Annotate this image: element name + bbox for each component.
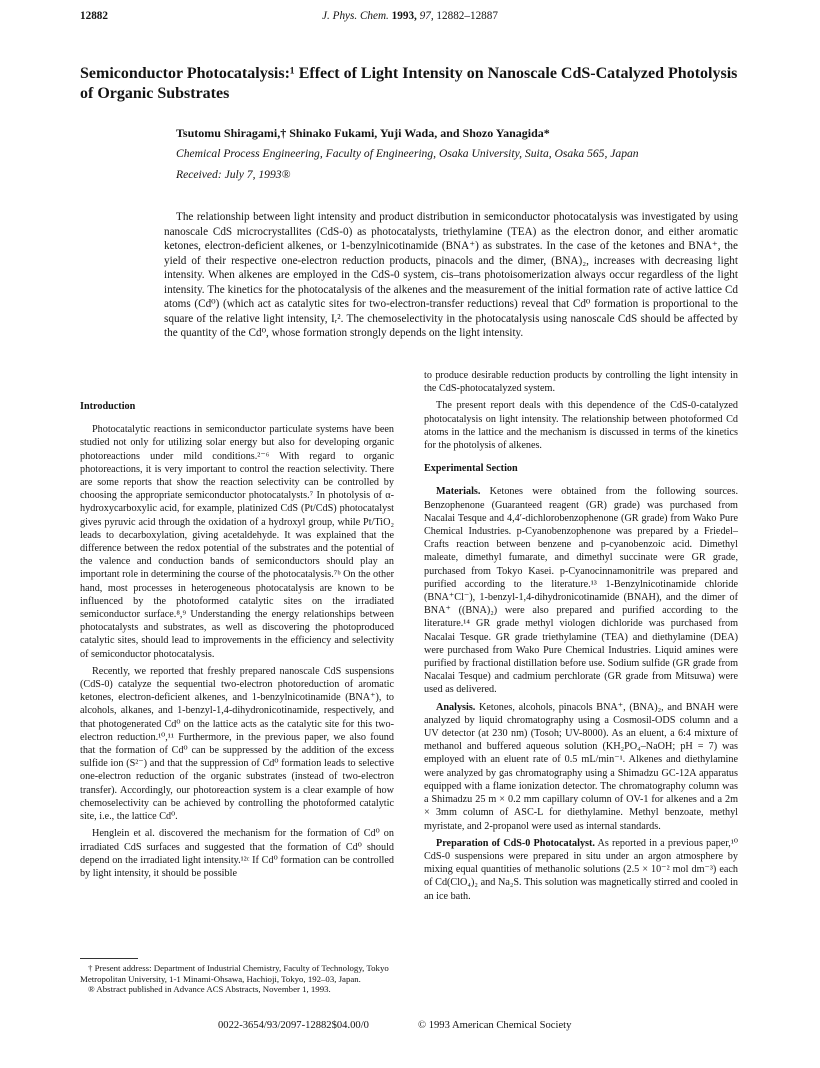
- analysis-text: Ketones, alcohols, pinacols BNA⁺, (BNA)₂, and BNAH were analyzed by liquid chromatography using a Cosmosil-ODS column and a UV detector (at 230 nm) (Tosoh; UV-8000). As an eluent, a 6:4 mixture of methanol and buffered aqueous solution (KH₂PO₄–NaOH; pH = 7) was employed with an eluent rate of 0.5 mL/min⁻¹. Alkenes and diethylamine were analyzed by gas chromatography using a Shimadzu GC-12A apparatus equipped with a flame ionization detector. The chromatography column was a Shimadzu 25 m × 0.2 mm capillary column of OV-1 for alkenes and a 2m × 3mm column of ASC-L for diethylamine. Methyl benzoate, methyl myristate, and 2-propanol were used as internal standards.: [424, 701, 739, 832]
- page-number: 12882: [80, 10, 108, 22]
- footnote-present-address: † Present address: Department of Industrial Chemistry, Faculty of Technology, Tokyo Metropolitan University, 1-1 Minami-Ohsawa, Hachioji, Tokyo, 192–03, Japan.: [80, 963, 389, 984]
- materials-text: Ketones were obtained from the following sources. Benzophenone (Guaranteed reagent (GR) grade) was purchased from Nacalai Tesque and 4,4′-dichlorobenzophenone (GR grade) from Wako Pure Chemical Industries. p-Cyanobenzophenone was prepared by a Friedel–Crafts reaction between benzene and p-cyanobenzoic acid. Dimethyl maleate, dimethyl fumarate, and dimethyl succinate were GR grade, purchased from Tokyo Kasei. p-Cyanocinnamonitrile was prepared and purified according to the literature.¹³ 1-Benzylnicotinamide chloride (BNA⁺Cl⁻), 1-benzyl-1,4-dihydronicotinamide (BNAH), and the dimer of BNA⁺ ((BNA)₂) were also prepared and purified according to the literature.¹⁴ GR grade methyl viologen dichloride was purchased from Nacalai Tesque. GR grade triethylamine (TEA) and diethylamine (DEA) were purchased from Wako Pure Chemical Industries. Liquid amines were purified by fractional distillation before use. Sodium sulfide (GR grade from Nacalai Tesque) and cadmium perchlorate (GR grade from Mitsuwa) were used as delivered.: [424, 486, 738, 696]
- page-header: [80, 10, 740, 28]
- left-column: [80, 400, 394, 884]
- analysis-paragraph: [424, 701, 738, 833]
- preparation-run-in: Preparation of CdS-0 Photocatalyst.: [436, 837, 595, 849]
- footnote-rule: [80, 958, 138, 959]
- footnotes: [80, 958, 394, 995]
- materials-run-in: Materials.: [436, 486, 481, 498]
- intro-paragraph-2: Recently, we reported that freshly prepared nanoscale CdS suspensions (CdS-0) catalyze the sequential two-electron photoreduction of aromatic ketones, electron-deficient alkenes, and 1-benzylnicotinamide (BNA⁺), to alcohols, alkanes, and 1-benzyl-1,4-dihydronicotinamide, respectively, and that photogenerated Cd⁰ on the lattice acts as the catalytic site for this two-electron reduction.¹⁰,¹¹ Furthermore, in the previous paper, we also found that the formation of Cd⁰ can be suppressed by the addition of the excess sulfide ion (S²⁻) and that the suppression of Cd⁰ formation leads to selective one-electron reduction of the organic substrates (instead of two-electron transfer). Accordingly, our photoreaction system is a clear example of how chemoselectivity can be achieved by controlling the photoformed catalytic site, i.e., the lattice Cd⁰.: [80, 665, 394, 823]
- preparation-paragraph: [424, 837, 738, 903]
- materials-paragraph: [424, 485, 738, 696]
- introduction-heading: Introduction: [80, 401, 136, 412]
- preparation-text: As reported in a previous paper,¹⁰ CdS-0 suspensions were prepared in situ under an argon atmosphere by mixing equal quantities of methanolic solutions (2.5 × 10⁻² mol dm⁻³) each of Cd(ClO₄)₂ and Na₂S. This solution was magnetically stirred and cooled in an ice bath.: [424, 837, 738, 902]
- abstract: The relationship between light intensity and product distribution in semiconductor photocatalysis was investigated by using nanoscale CdS microcrystallites (CdS-0) as photocatalysts, triethylamine (TEA) as the electron donor, and either aromatic ketones, electron-deficient alkenes, or 1-benzylnicotinamide (BNA⁺) as substrates. In the case of the ketones and BNA⁺, the yield of their respective one-electron reduction products, pinacols and the dimer, (BNA)₂, increases with decreasing light intensity. When alkenes are employed in the CdS-0 system, cis–trans photoisomerization always occur regardless of the light intensity. The kinetics for the photocatalysis of the alkenes and the measurement of the initial formation rate of active lattice Cd atoms (Cd⁰) (which act as catalytic sites for two-electron-transfer reductions) reveal that Cd⁰ formation is proportional to the square of the relative light intensity, Iᵣ². The chemoselectivity in the photocatalysis using nanoscale CdS should be affected by the quantity of the Cd⁰, whose formation strongly depends on the light intensity.: [164, 211, 738, 339]
- intro-paragraph-3: Henglein et al. discovered the mechanism for the formation of Cd⁰ on irradiated CdS surfaces and suggested that the formation of Cd⁰ should depend on the irradiated light intensity.¹²ᶜ If Cd⁰ formation can be controlled by light intensity, it should be possible: [80, 828, 394, 879]
- journal-name: J. Phys. Chem.: [322, 10, 389, 22]
- journal-volume: 97,: [419, 10, 434, 22]
- right-column: [424, 369, 738, 907]
- author-list: Tsutomu Shiragami,† Shinako Fukami, Yuji Wada, and Shozo Yanagida*: [176, 126, 550, 140]
- journal-year: 1993,: [391, 10, 417, 22]
- experimental-heading: Experimental Section: [424, 463, 518, 475]
- intro-paragraph-4: The present report deals with this dependence of the CdS-0-catalyzed photocatalysis on light intensity. The relationship between photoformed Cd atoms in the lattice and the mechanism is discussed in terms of the kinetics for the photolysis of alkenes.: [424, 400, 738, 452]
- analysis-run-in: Analysis.: [436, 701, 476, 713]
- article-title: Semiconductor Photocatalysis:¹ Effect of Light Intensity on Nanoscale CdS-Catalyzed Photolysis of Organic Substrates: [80, 65, 738, 102]
- journal-pages: 12882–12887: [436, 10, 498, 22]
- copyright-notice: © 1993 American Chemical Society: [418, 1020, 572, 1031]
- received-date: Received: July 7, 1993®: [176, 168, 291, 181]
- footnote-abstract-published: ® Abstract published in Advance ACS Abstracts, November 1, 1993.: [88, 984, 331, 995]
- journal-citation: [80, 10, 740, 22]
- affiliation: Chemical Process Engineering, Faculty of Engineering, Osaka University, Suita, Osaka 565, Japan: [176, 147, 639, 160]
- issn-code: 0022-3654/93/2097-12882$04.00/0: [218, 1020, 369, 1031]
- intro-paragraph-continued: to produce desirable reduction products by controlling the light intensity in the CdS-photocatalyzed system.: [424, 370, 738, 395]
- intro-paragraph-1: Photocatalytic reactions in semiconductor particulate systems have been studied not only for utilizing solar energy but also for developing organic photoreactions under mild conditions.²⁻⁶ With regard to organic photoreactions, it is very important to control the reaction selectivity. There are some reports that show the reaction selectivity can be controlled by choosing the appropriate semiconductor photocatalysts.⁷ In photolysis of α-hydroxycarboxylic acid, for example, platinized CdS (Pt/CdS) photocatalyst gives pyruvic acid through the oxidation of a hydroxyl group, while Pt/TiO₂ leads to decarboxylation, giving acetaldehyde. It was explained that the difference between the redox potential of the substrates and the potential of the valence and conduction bands of semiconductors should play an important role in determining the course of the photocatalysis.⁷ᵇ On the other hand, most processes in heterogeneous photocatalysis are known to be influenced by the photoformed catalytic sites on the irradiated semiconductor surface.⁸,⁹ Understanding the energy relationships between photocatalysts and substrates, as well as discovering the photoproduced catalytic sites, should lead to improvements in the efficiency and selectivity of semiconductor photocatalysis.: [80, 424, 394, 660]
